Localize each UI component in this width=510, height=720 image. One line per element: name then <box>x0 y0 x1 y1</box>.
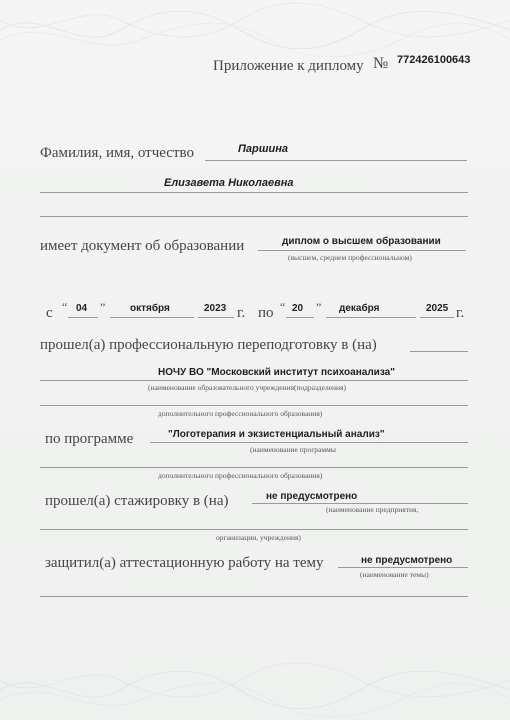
period-from-prefix: с <box>46 305 53 321</box>
to-month-line <box>326 317 416 318</box>
open-quote-1: “ <box>62 300 68 314</box>
program-dpo-hint: дополнительного профессионального образования) <box>158 471 323 480</box>
retraining-line-end <box>410 351 468 352</box>
institution-line <box>40 380 468 381</box>
close-quote-2: ” <box>316 300 322 314</box>
from-day-line <box>68 317 98 318</box>
internship-value: не предусмотрено <box>266 491 358 502</box>
guilloche-top-pattern <box>0 0 510 60</box>
education-line <box>258 250 466 251</box>
thesis-line <box>338 567 468 568</box>
thesis-hint: (наименование темы) <box>360 570 429 579</box>
to-year-line <box>420 317 454 318</box>
period-from-day: 04 <box>76 303 88 314</box>
retraining-dpo-hint: дополнительного профессионального образования) <box>158 409 323 418</box>
fio-line-3 <box>40 216 468 217</box>
close-quote-1: ” <box>100 300 106 314</box>
to-day-line <box>286 317 314 318</box>
retraining-label: прошел(а) профессиональную переподготовку в (на) <box>40 337 377 353</box>
period-to-prefix: по <box>258 305 274 321</box>
program-line-2 <box>40 467 468 468</box>
number-sign: № <box>373 55 389 72</box>
open-quote-2: “ <box>280 300 286 314</box>
education-value: диплом о высшем образовании <box>282 236 441 247</box>
supplement-title: Приложение к диплому <box>213 58 364 74</box>
from-year-line <box>198 317 234 318</box>
institution-hint: (наименование образовательного учреждения(подразделения) <box>148 383 346 392</box>
fio-line-2 <box>40 192 468 193</box>
thesis-value: не предусмотрено <box>361 555 453 566</box>
period-to-month: декабря <box>339 303 380 314</box>
diploma-number: 772426100643 <box>397 54 471 66</box>
from-year-suffix: г. <box>237 305 246 321</box>
program-label: по программе <box>45 431 134 447</box>
given-names-value: Елизавета Николаевна <box>164 177 294 189</box>
education-hint: (высшем, среднем профессиональном) <box>288 253 412 262</box>
period-to-year: 2025 <box>426 303 449 314</box>
internship-line <box>252 503 468 504</box>
thesis-line-2 <box>40 596 468 597</box>
guilloche-bottom-pattern <box>0 660 510 720</box>
program-hint: (наименование программы <box>250 445 336 454</box>
period-from-year: 2023 <box>204 303 227 314</box>
surname-value: Паршина <box>238 143 289 155</box>
thesis-label: защитил(а) аттестационную работу на тему <box>45 555 324 571</box>
fio-line <box>205 160 467 161</box>
institution-line-2 <box>40 405 468 406</box>
period-from-month: октября <box>130 303 170 314</box>
internship-line-2 <box>40 529 468 530</box>
from-month-line <box>110 317 194 318</box>
program-value: "Логотерапия и экзистенциальный анализ" <box>168 429 385 440</box>
internship-label: прошел(а) стажировку в (на) <box>45 493 229 509</box>
to-year-suffix: г. <box>456 305 465 321</box>
institution-value: НОЧУ ВО "Московский институт психоанализа" <box>158 367 395 378</box>
fio-label: Фамилия, имя, отчество <box>40 145 194 161</box>
internship-hint: (наименование предприятия, <box>326 505 419 514</box>
period-to-day: 20 <box>292 303 304 314</box>
education-label: имеет документ об образовании <box>40 238 245 254</box>
internship-org-hint: организации, учреждения) <box>216 533 301 542</box>
program-line <box>150 442 468 443</box>
